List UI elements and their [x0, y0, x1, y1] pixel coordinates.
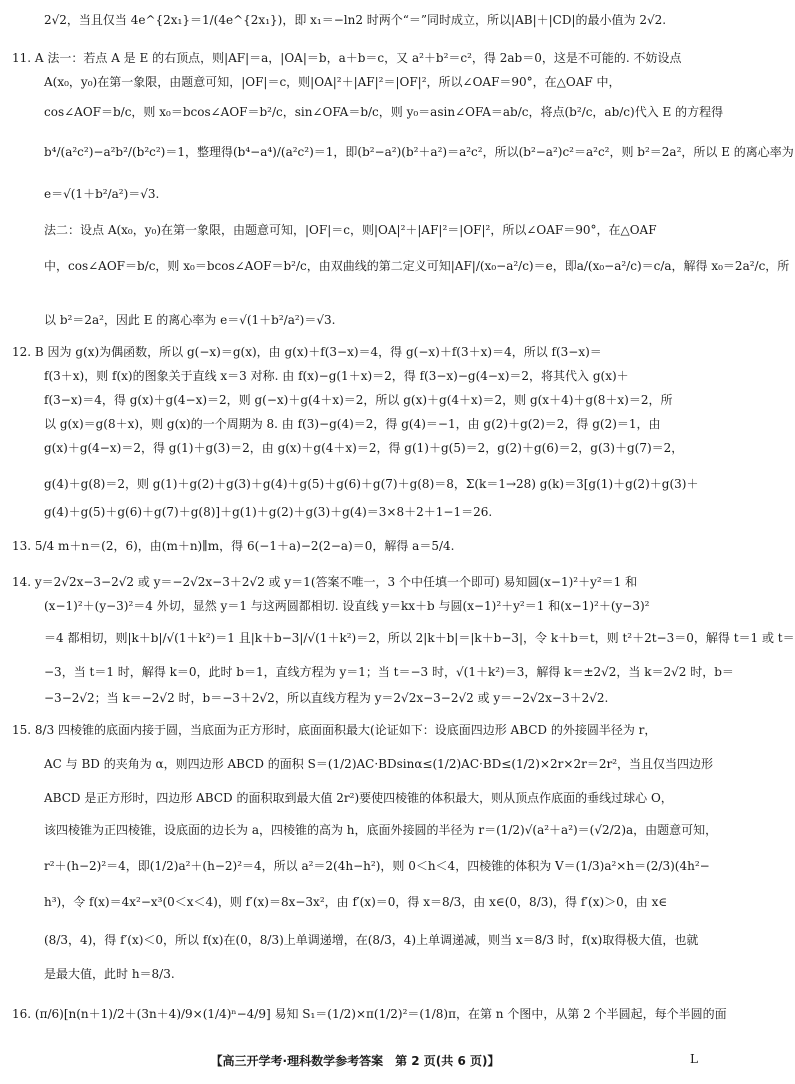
text-line: ＝4 都相切，则|k＋b|/√(1＋k²)＝1 且|k＋b−3|/√(1＋k²)＝2，所以 2|k＋b|＝|k＋b−3|，令 k＋b＝t，则 t²＋2t−3＝0，解得 t＝1 或 t＝ — [44, 631, 795, 645]
text-line: f(3＋x)，则 f(x)的图象关于直线 x＝3 对称. 由 f(x)−g(1＋x)＝2，得 f(3−x)−g(4−x)＝2，将其代入 g(x)＋ — [44, 369, 629, 383]
text-line: 法二：设点 A(x₀，y₀)在第一象限，由题意可知，|OF|＝c，则|OA|²＋|AF|²＝|OF|²，所以∠OAF＝90°，在△OAF — [44, 223, 657, 237]
text-line: 是最大值，此时 h＝8/3. — [44, 967, 175, 981]
text-line: e＝√(1＋b²/a²)＝√3. — [44, 187, 160, 201]
text-line: 以 g(x)＝g(8＋x)，则 g(x)的一个周期为 8. 由 f(3)−g(4)＝2，得 g(4)＝−1，由 g(2)＋g(2)＝2，得 g(2)＝1，由 — [44, 417, 661, 431]
text-line: (8/3，4)，得 f′(x)＜0，所以 f(x)在(0，8/3)上单调递增，在(8/3，4)上单调递减，则当 x＝8/3 时，f(x)取得极大值，也就 — [44, 933, 699, 947]
text-line: 12. B 因为 g(x)为偶函数，所以 g(−x)＝g(x)，由 g(x)＋f(3−x)＝4，得 g(−x)＋f(3＋x)＝4，所以 f(3−x)＝ — [12, 345, 602, 359]
text-line: (x−1)²＋(y−3)²＝4 外切，显然 y＝1 与这两圆都相切. 设直线 y＝kx＋b 与圆(x−1)²＋y²＝1 和(x−1)²＋(y−3)² — [44, 599, 650, 613]
text-line: 16. (π/6)[n(n＋1)/2＋(3n＋4)/9×(1/4)ⁿ−4/9] 易知 S₁＝(1/2)×π(1/2)²＝(1/8)π，在第 n 个图中，从第 2 个半圆起，每个半圆的面 — [12, 1007, 727, 1021]
text-line: f(3−x)＝4，得 g(x)＋g(4−x)＝2，则 g(−x)＋g(4＋x)＝2，所以 g(x)＋g(4＋x)＝2，则 g(x＋4)＋g(8＋x)＝2，所 — [44, 393, 673, 407]
page-footer: 【高三开学考·理科数学参考答案 第 2 页(共 6 页)】 — [210, 1054, 500, 1068]
text-line: g(4)＋g(8)＝2，则 g(1)＋g(2)＋g(3)＋g(4)＋g(5)＋g(6)＋g(7)＋g(8)＝8，Σ(k＝1→28) g(k)＝3[g(1)＋g(2)＋g(3)＋ — [44, 477, 699, 491]
text-line: 11. A 法一：若点 A 是 E 的右顶点，则|AF|＝a，|OA|＝b，a＋b＝c，又 a²＋b²＝c²，得 2ab＝0，这是不可能的. 不妨设点 — [12, 51, 682, 65]
text-line: A(x₀，y₀)在第一象限，由题意可知，|OF|＝c，则|OA|²＋|AF|²＝|OF|²，所以∠OAF＝90°，在△OAF 中， — [44, 75, 621, 89]
text-line: 15. 8/3 四棱锥的底面内接于圆，当底面为正方形时，底面面积最大(论证如下：设底面四边形 ABCD 的外接圆半径为 r， — [12, 723, 657, 737]
footer-mark: L — [690, 1052, 698, 1066]
text-line: AC 与 BD 的夹角为 α，则四边形 ABCD 的面积 S＝(1/2)AC·BDsinα≤(1/2)AC·BD≤(1/2)×2r×2r＝2r²，当且仅当四边形 — [44, 757, 714, 771]
text-line: 13. 5/4 m＋n＝(2，6)，由(m＋n)∥m，得 6(−1＋a)−2(2−a)＝0，解得 a＝5/4. — [12, 539, 455, 553]
text-line: 中，cos∠AOF＝b/c，则 x₀＝bcos∠AOF＝b²/c，由双曲线的第二定义可知|AF|/(x₀−a²/c)＝e，即a/(x₀−a²/c)＝c/a，解得 x₀＝2a²/c，所 — [44, 259, 790, 273]
text-line: −3，当 t＝1 时，解得 k＝0，此时 b＝1，直线方程为 y＝1；当 t＝−3 时，√(1＋k²)＝3，解得 k＝±2√2，当 k＝2√2 时，b＝ — [44, 665, 734, 679]
text-line: 14. y＝2√2x−3−2√2 或 y＝−2√2x−3＋2√2 或 y＝1(答案不唯一，3 个中任填一个即可) 易知圆(x−1)²＋y²＝1 和 — [12, 575, 638, 589]
text-line: ABCD 是正方形时，四边形 ABCD 的面积取到最大值 2r²)要使四棱锥的体积最大，则从顶点作底面的垂线过球心 O， — [44, 791, 673, 805]
text-line: −3−2√2；当 k＝−2√2 时，b＝−3＋2√2，所以直线方程为 y＝2√2x−3−2√2 或 y＝−2√2x−3＋2√2. — [44, 691, 609, 705]
text-line: g(x)＋g(4−x)＝2，得 g(1)＋g(3)＝2，由 g(x)＋g(4＋x)＝2，得 g(1)＋g(5)＝2，g(2)＋g(6)＝2，g(3)＋g(7)＝2， — [44, 441, 684, 455]
text-line: h³)，令 f(x)＝4x²−x³(0＜x＜4)，则 f′(x)＝8x−3x²，由 f′(x)＝0，得 x＝8/3，由 x∈(0，8/3)，得 f′(x)＞0，由 x∈ — [44, 895, 668, 909]
text-line: 以 b²＝2a²，因此 E 的离心率为 e＝√(1＋b²/a²)＝√3. — [44, 313, 336, 327]
text-line: 2√2，当且仅当 4e^{2x₁}＝1/(4e^{2x₁})，即 x₁＝−ln2 时两个“＝”同时成立，所以|AB|＋|CD|的最小值为 2√2. — [44, 13, 667, 27]
text-line: g(4)＋g(5)＋g(6)＋g(7)＋g(8)]＋g(1)＋g(2)＋g(3)＋g(4)＝3×8＋2＋1−1＝26. — [44, 505, 493, 519]
text-line: 该四棱锥为正四棱锥，设底面的边长为 a，四棱锥的高为 h，底面外接圆的半径为 r＝(1/2)√(a²＋a²)＝(√2/2)a，由题意可知， — [44, 823, 718, 837]
text-line: b⁴/(a²c²)−a²b²/(b²c²)＝1，整理得(b⁴−a⁴)/(a²c²)＝1，即(b²−a²)(b²＋a²)＝a²c²，所以(b²−a²)c²＝a²c²，则 b²＝2a²，所以 E 的离心率为 — [44, 145, 794, 159]
text-line: cos∠AOF＝b/c，则 x₀＝bcos∠AOF＝b²/c，sin∠OFA＝b/c，则 y₀＝asin∠OFA＝ab/c，将点(b²/c，ab/c)代入 E 的方程得 — [44, 105, 724, 119]
text-line: r²＋(h−2)²＝4，即(1/2)a²＋(h−2)²＝4，所以 a²＝2(4h−h²)，则 0＜h＜4，四棱锥的体积为 V＝(1/3)a²×h＝(2/3)(4h²− — [44, 859, 710, 873]
